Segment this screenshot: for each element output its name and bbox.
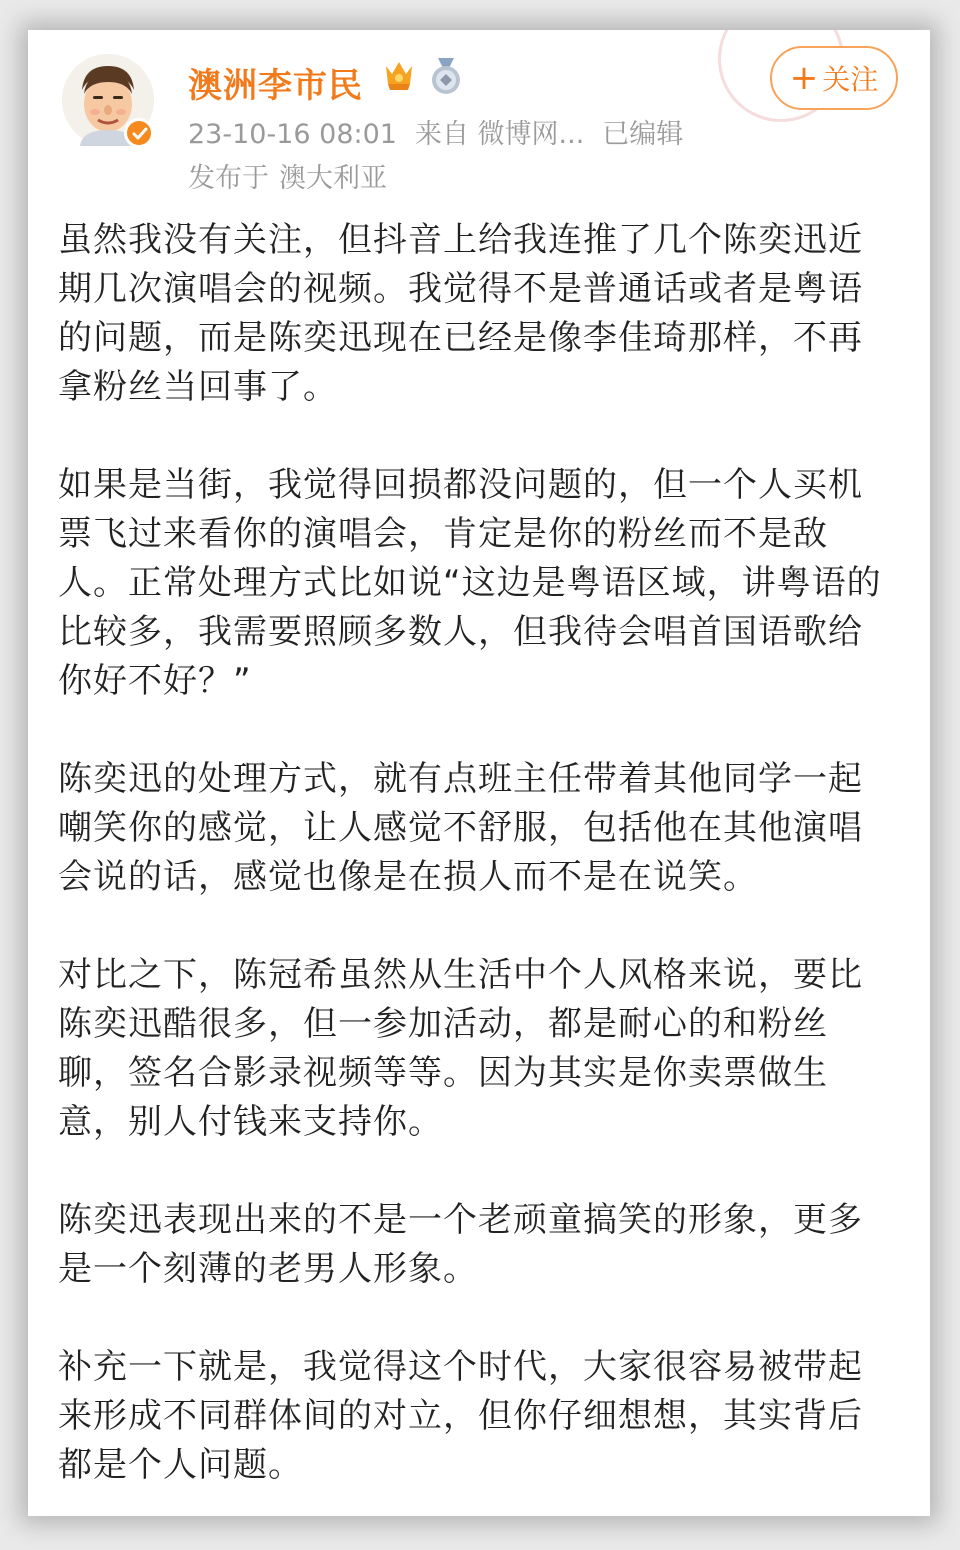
post-paragraph: 陈奕迅表现出来的不是一个老顽童搞笑的形象，更多是一个刻薄的老男人形象。 [58,1200,863,1289]
post-paragraph: 如果是当街，我觉得回损都没问题的，但一个人买机票飞过来看你的演唱会，肯定是你的粉丝而不是敌人。正常处理方式比如说“这边是粤语区域，讲粤语的比较多，我需要照顾多数人，但我待会唱首国语歌给你好不好？” [58,465,882,701]
location-label: 发布于 [188,163,269,194]
post-meta [188,112,701,151]
post-source[interactable]: 来自 微博网... [414,119,585,150]
follow-button[interactable] [770,46,898,110]
location-value: 澳大利亚 [279,163,387,194]
post-paragraph: 对比之下，陈冠希虽然从生活中个人风格来说，要比陈奕迅酷很多，但一参加活动，都是耐心的和粉丝聊，签名合影录视频等等。因为其实是你卖票做生意，别人付钱来支持你。 [58,955,863,1142]
post-body [58,216,888,1516]
plus-icon: + [789,58,819,98]
post-timestamp: 23-10-16 08:01 [188,119,397,150]
post-paragraph: 陈奕迅的处理方式，就有点班主任带着其他同学一起嘲笑你的感觉，让人感觉不舒服，包括他在其他演唱会说的话，感觉也像是在损人而不是在说笑。 [58,759,863,897]
post-location [188,156,387,195]
crown-badge-icon[interactable] [382,58,416,94]
verified-check-icon [124,118,154,148]
weibo-post-card [28,30,930,1516]
medal-badge-icon[interactable] [428,56,464,96]
post-paragraph: 补充一下就是，我觉得这个时代，大家很容易被带起来形成不同群体间的对立，但你仔细想想，其实背后都是个人问题。 [58,1347,863,1485]
post-paragraph: 虽然我没有关注，但抖音上给我连推了几个陈奕迅近期几次演唱会的视频。我觉得不是普通话或者是粤语的问题，而是陈奕迅现在已经是像李佳琦那样，不再拿粉丝当回事了。 [58,220,863,407]
edited-label[interactable]: 已编辑 [602,119,684,150]
follow-label: 关注 [822,63,879,96]
author-name[interactable]: 澳洲李市民 [188,66,363,106]
